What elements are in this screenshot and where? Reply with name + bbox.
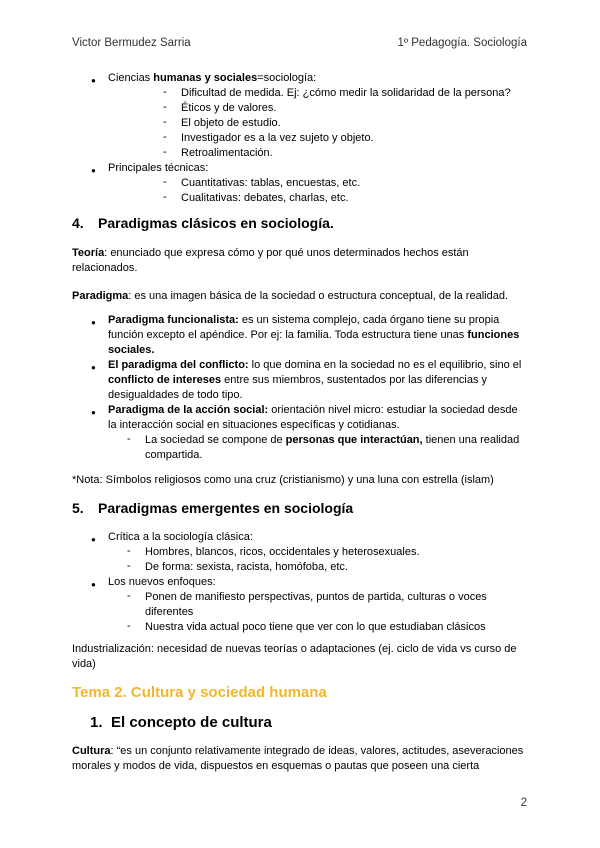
sub-item: Cualitativas: debates, charlas, etc. — [181, 192, 349, 204]
industrializacion-paragraph: Industrialización: necesidad de nuevas teorías o adaptaciones (ej. ciclo de vida vs curso de vida) — [72, 643, 517, 670]
list-item-ciencias: Ciencias humanas y sociales=sociología: — [108, 72, 317, 84]
list-item-enfoques: Los nuevos enfoques: — [108, 576, 216, 588]
sub-item: El objeto de estudio. — [181, 117, 281, 129]
bullet-icon: ● — [91, 166, 96, 175]
page-number: 2 — [520, 797, 527, 809]
teoria-paragraph: Teoría: enunciado que expresa cómo y por qué unos determinados hechos están relacionados. — [72, 247, 469, 274]
sub-item: Dificultad de medida. Ej: ¿cómo medir la solidaridad de la persona? — [181, 87, 511, 99]
sub-item: Nuestra vida actual poco tiene que ver con lo que estudiaban clásicos — [145, 621, 486, 633]
paradigma-accion-social: Paradigma de la acción social: orientación nivel micro: estudiar la sociedad desde la interacción social en situaciones específicas y cotidianas. — [108, 404, 518, 431]
header-course: 1º Pedagogía. Sociología — [397, 37, 527, 49]
nota: *Nota: Símbolos religiosos como una cruz (cristianismo) y una luna con estrella (islam) — [72, 474, 494, 486]
paradigma-conflicto: El paradigma del conflicto: lo que domina en la sociedad no es el equilibrio, sino el conflicto de intereses entre sus miembros, sustentados por las diferencias y desigualdades de todo tipo. — [108, 359, 522, 401]
bullet-icon: ● — [91, 580, 96, 589]
header-author: Victor Bermudez Sarria — [72, 37, 191, 49]
sub-item: De forma: sexista, racista, homófoba, etc. — [145, 561, 348, 573]
paradigma-funcionalista: Paradigma funcionalista: es un sistema complejo, cada órgano tiene su propia función excepto el apéndice. Por ej: la familia. Toda estructura tiene unas funciones sociales. — [108, 314, 520, 356]
accion-social-sub: La sociedad se compone de personas que interactúan, tienen una realidad compartida. — [145, 434, 520, 461]
sub-item: Hombres, blancos, ricos, occidentales y heterosexuales. — [145, 546, 420, 558]
sub-item: Ponen de manifiesto perspectivas, puntos de partida, culturas o voces diferentes — [145, 591, 487, 618]
list-item-critica: Crítica a la sociología clásica: — [108, 531, 253, 543]
cultura-paragraph: Cultura: “es un conjunto relativamente integrado de ideas, valores, actitudes, aseveraciones morales y modos de vida, dispuestos en esquemas o pautas que poseen una cierta — [72, 745, 524, 772]
sub-item: Investigador es a la vez sujeto y objeto. — [181, 132, 374, 144]
sub-item: Retroalimentación. — [181, 147, 273, 159]
sub-item: Éticos y de valores. — [181, 102, 277, 114]
section-1-heading: 1. El concepto de cultura — [90, 714, 272, 731]
bullet-icon: ● — [91, 535, 96, 544]
bullet-icon: ● — [91, 408, 96, 417]
list-item-tecnicas: Principales técnicas: — [108, 162, 209, 174]
bullet-icon: ● — [91, 318, 96, 327]
section-5-heading: 5. Paradigmas emergentes en sociología — [72, 500, 354, 516]
bullet-icon: ● — [91, 363, 96, 372]
sub-item: Cuantitativas: tablas, encuestas, etc. — [181, 177, 361, 189]
paradigma-paragraph: Paradigma: es una imagen básica de la sociedad o estructura conceptual, de la realidad. — [72, 290, 508, 302]
bullet-icon: ● — [91, 76, 96, 85]
tema-2-title: Tema 2. Cultura y sociedad humana — [72, 684, 327, 701]
section-4-heading: 4. Paradigmas clásicos en sociología. — [72, 215, 334, 231]
